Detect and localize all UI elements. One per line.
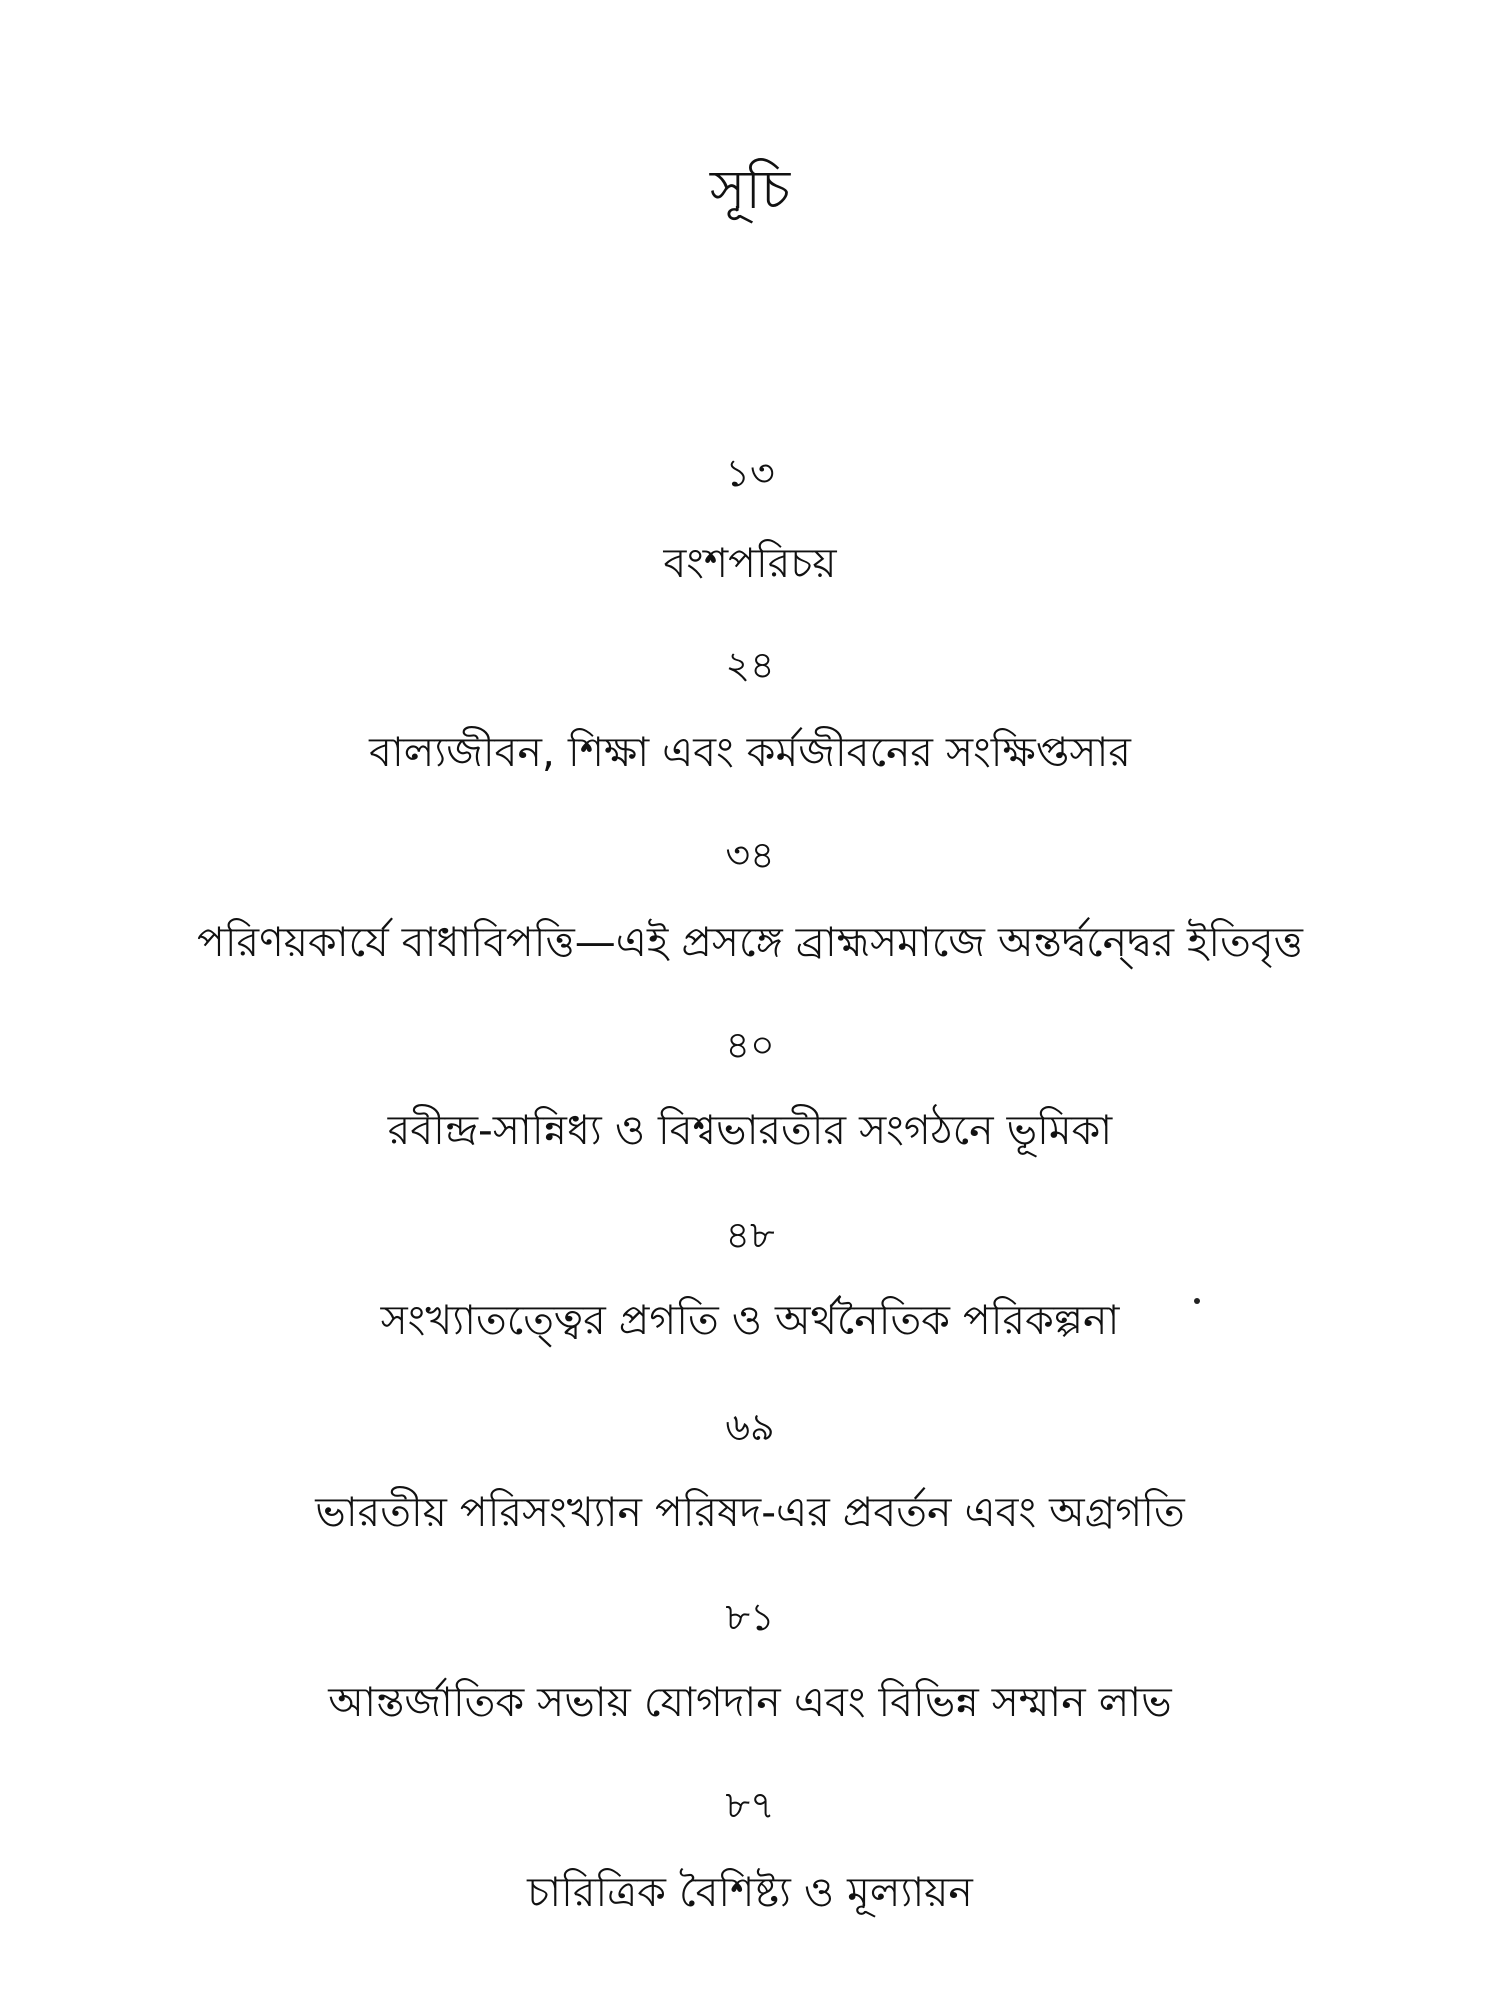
toc-chapter-title: আন্তর্জাতিক সভায় যোগদান এবং বিভিন্ন সম্মান লাভ	[328, 1678, 1172, 1726]
stray-ink-mark	[1194, 1298, 1200, 1304]
toc-page-number: ৪৮	[725, 1213, 775, 1257]
toc-page-number: ৮১	[725, 1595, 775, 1639]
toc-chapter-title: বাল্যজীবন, শিক্ষা এবং কর্মজীবনের সংক্ষিপ্তসার	[369, 728, 1131, 776]
toc-page-number: ৬৯	[725, 1405, 775, 1449]
toc-page-number: ৪০	[725, 1023, 775, 1067]
toc-page-number: ১৩	[725, 451, 775, 495]
page-title: সূচি	[709, 158, 791, 221]
toc-chapter-title: বংশপরিচয়	[663, 539, 837, 587]
toc-chapter-title: ভারতীয় পরিসংখ্যান পরিষদ-এর প্রবর্তন এবং অগ্রগতি	[315, 1488, 1185, 1536]
toc-page-number: ২৪	[725, 643, 775, 687]
toc-chapter-title: চারিত্রিক বৈশিষ্ট্য ও মূল্যায়ন	[527, 1868, 973, 1916]
toc-chapter-title: রবীন্দ্র-সান্নিধ্য ও বিশ্বভারতীর সংগঠনে ভূমিকা	[387, 1106, 1113, 1154]
toc-chapter-title: পরিণয়কার্যে বাধাবিপত্তি—এই প্রসঙ্গে ব্রাহ্মসমাজে অন্তর্দ্বন্দ্বের ইতিবৃত্ত	[197, 918, 1303, 966]
toc-page-number: ৮৭	[725, 1783, 775, 1827]
toc-page-number: ৩৪	[725, 833, 775, 877]
toc-chapter-title: সংখ্যাতত্ত্বের প্রগতি ও অর্থনৈতিক পরিকল্পনা	[380, 1296, 1120, 1344]
